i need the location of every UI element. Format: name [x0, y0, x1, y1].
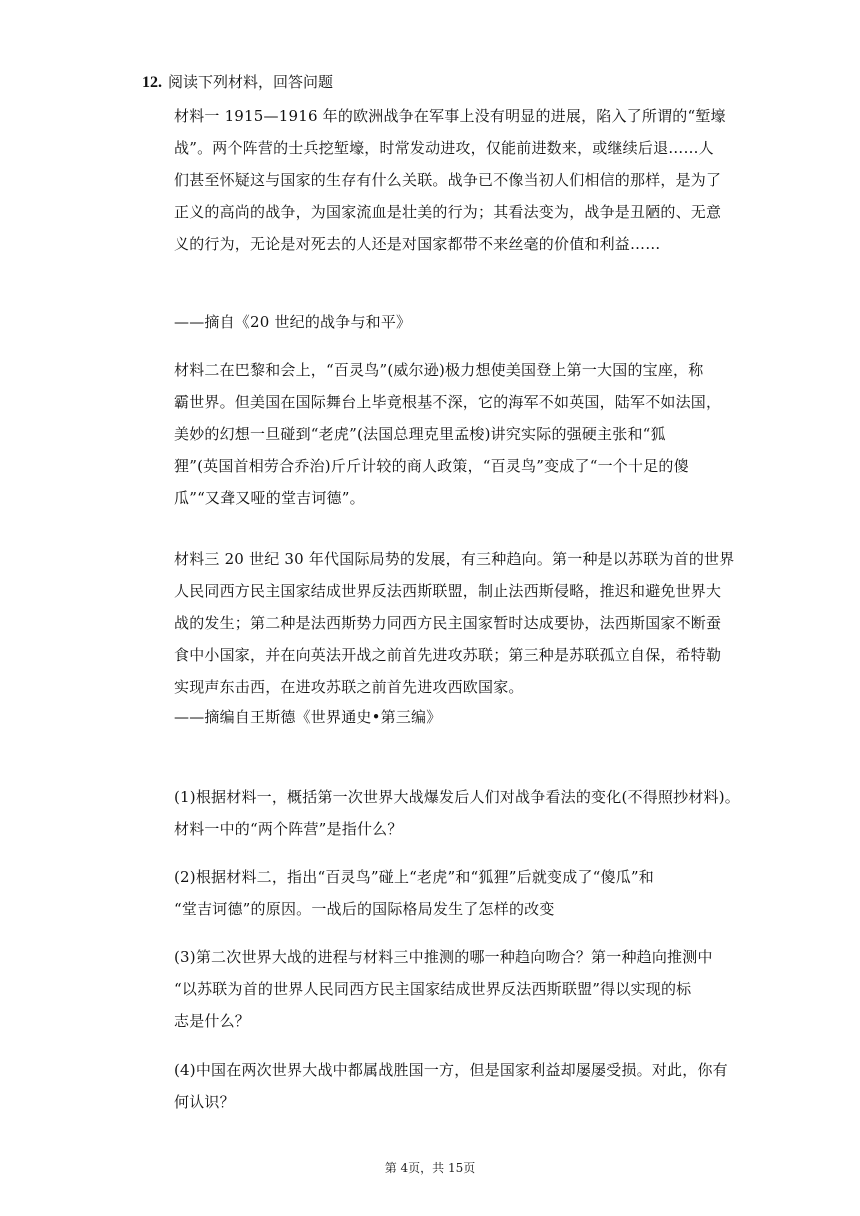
- material-three-source-text: ——摘编自王斯德《世界通史•第三编》: [174, 708, 442, 726]
- material-one-line: 正义的高尚的战争，为国家流血是壮美的行为；其看法变为，战争是丑陋的、无意: [174, 203, 722, 221]
- sub-question-line: (3)第二次世界大战的进程与材料三中推测的哪一种趋向吻合？第一种趋向推测中: [174, 948, 713, 966]
- sub-question-line: “以苏联为首的世界人民同西方民主国家结成世界反法西斯联盟”得以实现的标: [174, 980, 692, 998]
- material-one-source-text: ——摘自《20 世纪的战争与和平》: [174, 313, 412, 331]
- material-two-line: 美妙的幻想一旦碰到“老虎”(法国总理克里孟梭)讲究实际的强硬主张和“狐: [174, 425, 666, 443]
- material-two-line: 霸世界。但美国在国际舞台上毕竟根基不深，它的海军不如英国，陆军不如法国，: [174, 393, 722, 411]
- sub-question-1: [174, 781, 740, 845]
- sub-question-line: 材料一中的“两个阵营”是指什么？: [174, 820, 403, 838]
- material-three: [174, 543, 734, 703]
- sub-question-line: 何认识？: [174, 1093, 235, 1111]
- sub-question-line: “堂吉诃德”的原因。一战后的国际格局发生了怎样的改变: [174, 900, 555, 918]
- sub-question-line: (1)根据材料一，概括第一次世界大战爆发后人们对战争看法的变化(不得照抄材料)。: [174, 788, 740, 806]
- material-three-line: 人民同西方民主国家结成世界反法西斯联盟，制止法西斯侵略，推迟和避免世界大: [174, 582, 722, 600]
- material-three-line: 材料三 20 世纪 30 年代国际局势的发展，有三种趋向。第一种是以苏联为首的世界: [174, 550, 735, 568]
- material-three-source: [174, 701, 734, 733]
- sub-question-3: [174, 941, 734, 1037]
- sub-question-line: 志是什么？: [174, 1012, 251, 1030]
- material-three-line: 实现声东击西，在进攻苏联之前首先进攻西欧国家。: [174, 678, 524, 696]
- material-one: [174, 100, 734, 260]
- material-two-line: 狸”(英国首相劳合乔治)斤斤计较的商人政策，“百灵鸟”变成了“一个十足的傻: [174, 457, 689, 475]
- material-three-line: 战的发生；第二种是法西斯势力同西方民主国家暂时达成要协，法西斯国家不断蚕: [174, 614, 722, 632]
- page-number-footer: 第 4页，共 15页: [384, 1161, 476, 1175]
- sub-question-4: [174, 1054, 734, 1118]
- material-two-line: 材料二在巴黎和会上，“百灵鸟”(威尔逊)极力想使美国登上第一大国的宝座，称: [174, 361, 704, 379]
- sub-question-line: (2)根据材料二，指出“百灵鸟”碰上“老虎”和“狐狸”后就变成了“傻瓜”和: [174, 868, 654, 886]
- material-one-line: 义的行为，无论是对死去的人还是对国家都带不来丝毫的价值和利益……: [174, 235, 661, 253]
- question-heading: [142, 72, 333, 93]
- material-two-line: 瓜”“又聋又哑的堂吉诃德”。: [174, 489, 365, 507]
- material-one-line: 们甚至怀疑这与国家的生存有什么关联。战争已不像当初人们相信的那样，是为了: [174, 171, 722, 189]
- material-one-line: 战”。两个阵营的士兵挖堑壕，时常发动进攻，仅能前进数来，或继续后退……人: [174, 139, 714, 157]
- material-one-line: 材料一 1915—1916 年的欧洲战争在军事上没有明显的进展，陷入了所谓的“堑壕: [174, 107, 726, 125]
- material-two: [174, 354, 734, 514]
- question-number: 12.: [142, 74, 162, 91]
- material-three-line: 食中小国家，并在向英法开战之前首先进攻苏联；第三种是苏联孤立自保，希特勒: [174, 646, 722, 664]
- question-prompt: 阅读下列材料，回答问题: [168, 73, 334, 91]
- sub-question-2: [174, 861, 734, 925]
- sub-question-line: (4)中国在两次世界大战中都属战胜国一方，但是国家利益却屡屡受损。对此，你有: [174, 1061, 728, 1079]
- material-one-source: [174, 306, 734, 338]
